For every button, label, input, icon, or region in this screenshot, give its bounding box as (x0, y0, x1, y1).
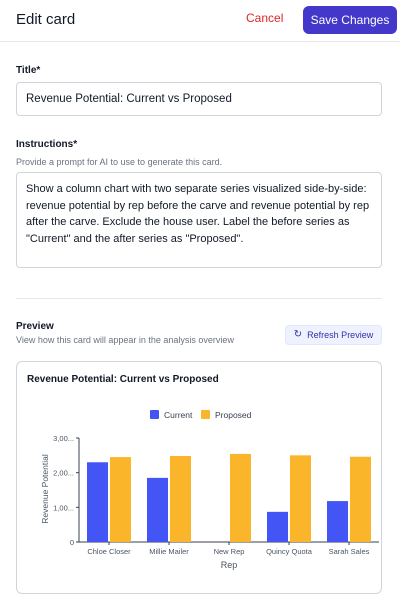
y-axis-label: Revenue Potential (40, 454, 50, 524)
instructions-help-text: Provide a prompt for AI to use to generate this card. (16, 157, 223, 167)
x-tick-label: New Rep (213, 547, 245, 556)
cancel-button[interactable]: Cancel (246, 11, 284, 25)
bar-proposed (110, 457, 131, 542)
legend-label-current: Current (164, 410, 193, 420)
instructions-label: Instructions* (16, 139, 78, 150)
save-changes-button[interactable]: Save Changes (303, 6, 397, 34)
revenue-chart (17, 362, 383, 595)
y-tick-label: 3,00... (53, 434, 74, 443)
bar-proposed (290, 455, 311, 542)
y-tick-label: 0 (69, 538, 74, 547)
y-tick-label: 2,00... (53, 468, 74, 478)
bar-proposed (350, 457, 371, 542)
dialog-title: Edit card (16, 11, 76, 28)
preview-card-title: Revenue Potential: Current vs Proposed (27, 374, 219, 385)
legend-swatch-current (150, 410, 159, 419)
bar-proposed (170, 456, 191, 542)
refresh-icon: ↻ (293, 329, 303, 340)
dialog-header (0, 0, 400, 42)
refresh-preview-label: Refresh Preview (307, 330, 374, 340)
bar-current (327, 501, 348, 542)
legend-swatch-proposed (201, 410, 210, 419)
bar-current (267, 512, 288, 542)
x-axis-label: Rep (220, 560, 238, 570)
bar-current (147, 478, 168, 542)
title-label: Title* (16, 65, 41, 76)
refresh-preview-button[interactable] (285, 325, 382, 345)
bar-proposed (230, 454, 251, 542)
x-tick-label: Sarah Sales (328, 547, 370, 556)
x-tick-label: Millie Mailer (149, 547, 189, 556)
preview-card (16, 361, 382, 594)
section-divider (16, 298, 382, 299)
preview-help-text: View how this card will appear in the analysis overview (16, 335, 234, 345)
preview-label: Preview (16, 321, 54, 332)
x-tick-label: Chloe Closer (87, 547, 131, 556)
x-tick-label: Quincy Quota (266, 547, 312, 556)
y-tick-label: 1,00... (53, 503, 74, 513)
instructions-textarea[interactable] (16, 172, 382, 268)
legend-label-proposed: Proposed (215, 410, 252, 420)
bar-current (87, 462, 108, 542)
title-input[interactable] (16, 82, 382, 116)
